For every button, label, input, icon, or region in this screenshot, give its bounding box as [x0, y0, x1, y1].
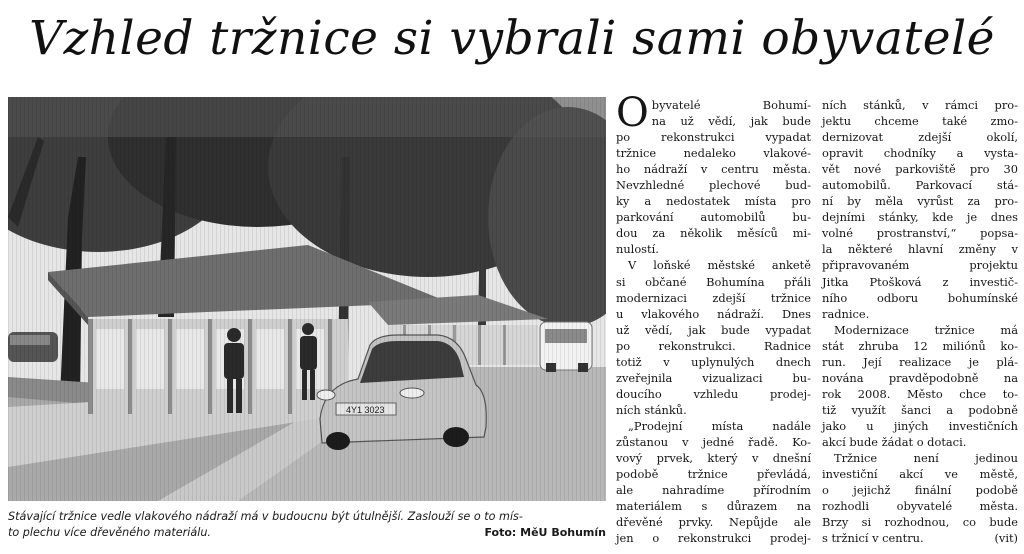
text-line: byvatelé Bohumí-: [651, 98, 811, 112]
text-line: zveřejnila vizualizaci bu-: [616, 370, 811, 385]
text-line: po rekonstrukci. Radnice: [616, 338, 811, 353]
text-line: akcí bude žádat o dotaci.: [822, 434, 967, 449]
text-line: materiálem s důrazem na: [616, 499, 811, 514]
photo-credit: Foto: MěU Bohumín: [484, 526, 606, 539]
text-line: Modernizace tržnice má: [834, 322, 1018, 337]
caption-line-1: Stávající tržnice vedle vlakového nádraží má v budoucnu být útulnější. Zaslouží se o to mís-: [8, 510, 523, 523]
text-line: run. Její realizace je plá-: [822, 354, 1018, 369]
text-line: rozhodli obyvatelé města.: [822, 499, 1018, 514]
text-line: ale nahradíme přírodním: [616, 483, 811, 498]
drop-cap: O: [616, 90, 649, 136]
last-line-row: [822, 530, 1018, 546]
text-line: doucího vzhledu prodej-: [616, 386, 811, 401]
author-signature: (vit): [994, 531, 1018, 546]
text-line: la některé hlavní změny v: [822, 242, 1018, 257]
text-line: si občané Bohumína přáli: [616, 274, 811, 289]
text-line: ních stánků.: [616, 402, 687, 417]
text-line: Jitka Ptošková z investič-: [822, 274, 1018, 289]
text-line: volné prostranství,“ popsa-: [822, 226, 1018, 241]
photo-caption: [8, 509, 606, 541]
text-line: V loňské městské anketě: [628, 258, 811, 273]
text-line: opravit chodníky a vysta-: [822, 146, 1018, 161]
text-line: investiční akcí ve městě,: [822, 467, 1018, 482]
text-line: stát zhruba 12 miliónů ko-: [822, 338, 1018, 353]
text-line: Tržnice není jedinou: [834, 451, 1018, 466]
text-line: jako u jiných investičních: [822, 418, 1018, 433]
text-line: u vlakového nádraží. Dnes: [616, 306, 811, 321]
text-line: už vědí, jak bude vypadat: [616, 322, 811, 337]
text-line: jektu chceme také zmo-: [822, 114, 1018, 129]
text-line: s tržnicí v centru.: [822, 531, 924, 546]
text-line: „Prodejní místa nadále: [628, 418, 811, 433]
text-line: ních stánků, v rámci pro-: [822, 98, 1018, 112]
caption-line-2: to plechu více dřevěného materiálu.: [8, 526, 211, 539]
text-line: na už vědí, jak bude: [651, 114, 811, 129]
text-line: vět nové parkoviště pro 30: [822, 162, 1018, 177]
text-line: ky a nedostatek místa pro: [616, 194, 811, 209]
text-line: ho nádraží v centru města.: [616, 162, 811, 177]
article-headline: Vzhled tržnice si vybrali sami obyvatelé: [29, 11, 995, 66]
text-line: ní by měla vyrůst za pro-: [822, 194, 1018, 209]
text-line: po rekonstrukci vypadat: [616, 130, 811, 145]
text-line: modernizaci zdejší tržnice: [616, 290, 811, 305]
text-line: Nevzhledné plechové bud-: [616, 178, 811, 193]
text-line: zůstanou v jedné řadě. Ko-: [616, 434, 811, 449]
text-line: ního odboru bohumínské: [822, 290, 1018, 305]
text-line: rok 2008. Město chce to-: [822, 386, 1018, 401]
text-line: nulostí.: [616, 242, 659, 257]
market-photo: [8, 97, 606, 501]
text-line: automobilů. Parkovací stá-: [822, 178, 1018, 193]
text-line: vový prvek, který v dnešní: [616, 451, 811, 466]
text-line: dernizovat zdejší okolí,: [822, 130, 1018, 145]
text-line: o jejichž finální podobě: [822, 483, 1018, 498]
text-line: dřevěné prvky. Nepůjde ale: [616, 515, 811, 530]
text-line: dejními stánky, kde je dnes: [822, 210, 1018, 225]
text-line: podobě tržnice převládá,: [616, 467, 811, 482]
text-line: připravovaném projektu: [822, 258, 1018, 273]
text-line: radnice.: [822, 306, 870, 321]
text-line: Brzy si rozhodnou, co bude: [822, 515, 1018, 530]
text-line: jen o rekonstrukci prodej-: [616, 531, 811, 546]
text-line: dou za několik měsíců mi-: [616, 226, 811, 241]
article-column-1: [616, 90, 811, 546]
text-line: totiž v uplynulých dnech: [616, 354, 811, 369]
text-line: nována pravděpodobně na: [822, 370, 1018, 385]
text-line: tiž využít šanci a podobně: [822, 402, 1018, 417]
text-line: parkování automobilů bu-: [616, 210, 811, 225]
article-column-2: [822, 97, 1018, 546]
text-line: tržnice nedaleko vlakové-: [616, 146, 811, 161]
